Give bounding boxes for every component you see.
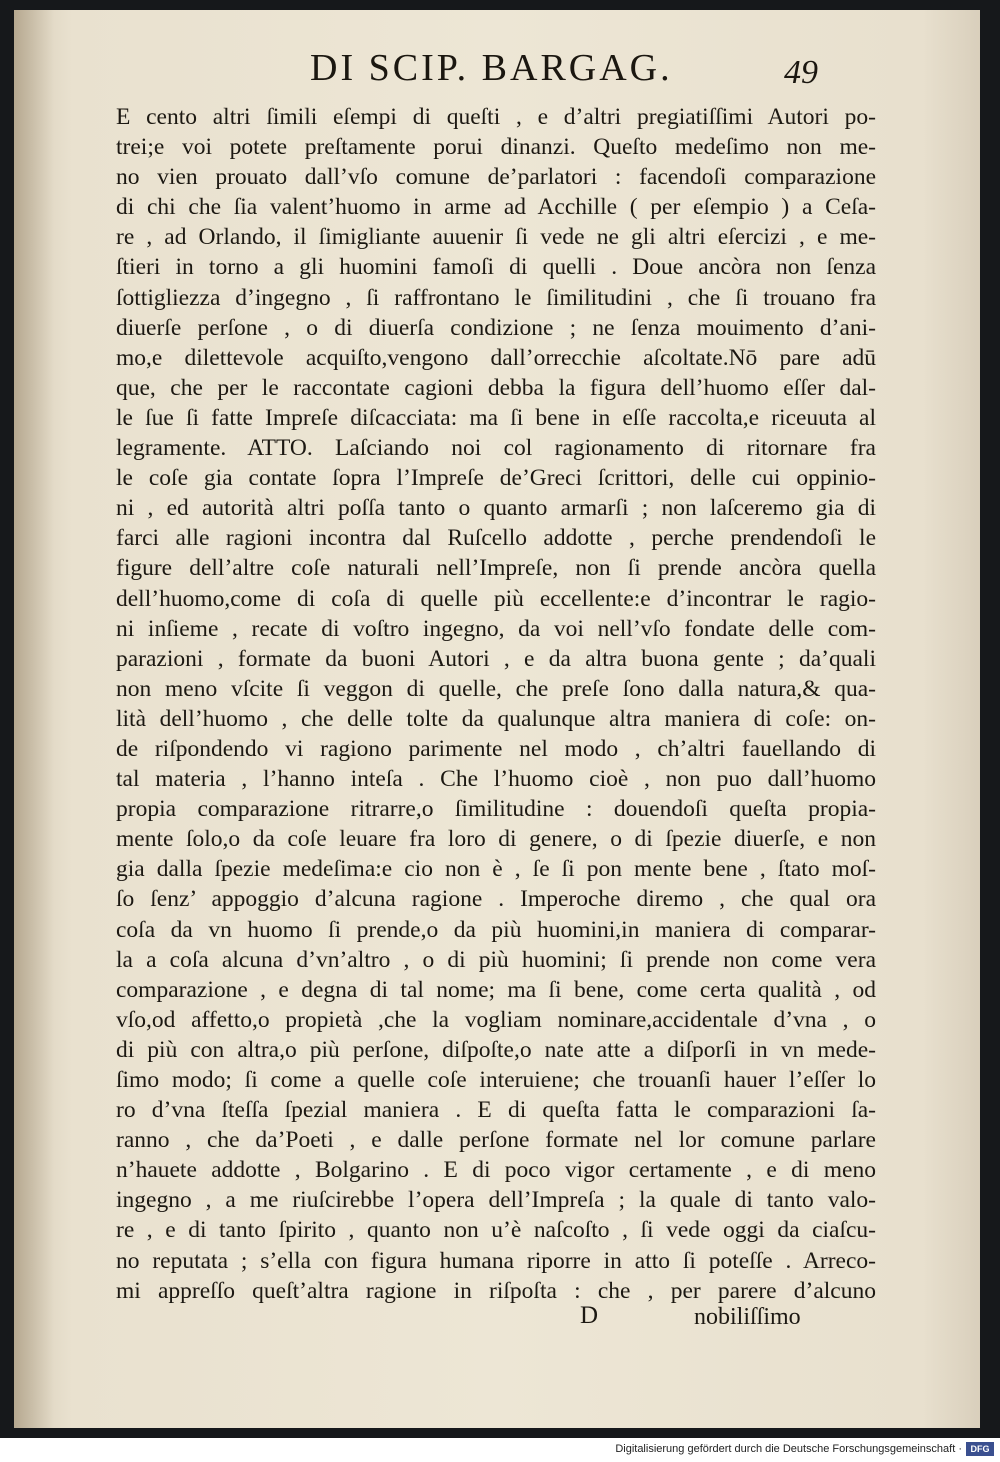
page-number: 49 <box>784 54 818 91</box>
text-line: comparazione , e degna di tal nome; ma ſi bene, come certa qualità , od <box>116 976 876 1003</box>
text-line: ni , ed autorità altri poſſa tanto o quanto armarſi ; non laſceremo gia di <box>116 495 876 522</box>
text-line: le coſe gia contate ſopra l’Impreſe de’Greci ſcrittori, delle cui oppinio- <box>116 465 876 492</box>
text-line: farci alle ragioni incontra dal Ruſcello addotte , perche prendendoſi le <box>116 525 876 552</box>
text-line: no reputata ; s’ella con figura humana riporre in atto ſi poteſſe . Arreco- <box>116 1247 876 1274</box>
signature-mark: D <box>580 1302 599 1329</box>
text-line: vſo,od affetto,o propietà ,che la vogliam nominare,accidentale d’vna , o <box>116 1006 876 1033</box>
text-line: legramente. ATTO. Laſciando noi col ragionamento di ritornare fra <box>116 435 876 462</box>
text-line: la a coſa alcuna d’vn’altro , o di più huomini; ſi prende non come vera <box>116 946 876 973</box>
text-line: no vien prouato dall’vſo comune de’parlatori : facendoſi comparazione <box>116 164 876 191</box>
text-line: ſo ſenz’ appoggio d’alcuna ragione . Imperoche diremo , che qual ora <box>116 886 876 913</box>
text-line: re , ad Orlando, il ſimigliante auuenir ſi vede ne gli altri eſercizi , e me- <box>116 224 876 251</box>
funding-credit: Digitalisierung gefördert durch die Deutsche Forschungsgemeinschaft · <box>615 1443 962 1455</box>
text-line: de riſpondendo vi ragiono parimente nel modo , ch’altri fauellando di <box>116 735 876 762</box>
book-page <box>14 10 980 1428</box>
text-line: parazioni , formate da buoni Autori , e da altra buona gente ; da’quali <box>116 645 876 672</box>
text-line: gia dalla ſpezie medeſima:e cio non è , ſe ſi pon mente bene , ſtato moſ- <box>116 856 876 883</box>
text-line: E cento altri ſimili eſempi di queſti , e d’altri pregiatiſſimi Autori po- <box>116 104 876 130</box>
text-line: mente ſolo,o da coſe leuare fra loro di genere, o di ſpezie diuerſe, e non <box>116 826 876 853</box>
running-head: DI SCIP. BARGAG. <box>310 47 673 89</box>
text-line: non meno vſcite ſi veggon di quelle, che preſe ſono dalla natura,& qua- <box>116 675 876 702</box>
text-line: re , e di tanto ſpirito , quanto non u’è naſcoſto , ſi vede oggi da ciaſcu- <box>116 1217 876 1244</box>
text-line: ſimo modo; ſi come a quelle coſe interuiene; che trouanſi hauer l’eſſer lo <box>116 1067 876 1093</box>
text-line: ni inſieme , recate di voſtro ingegno, da voi nell’vſo fondate delle com- <box>116 615 876 642</box>
text-line: figure dell’altre coſe naturali nell’Impreſe, non ſi prende ancòra quella <box>116 555 876 582</box>
text-line: dell’huomo,come di coſa di quelle più eccellente:e d’incontrar le ragio- <box>116 585 876 612</box>
dfg-logo-icon: DFG <box>966 1442 994 1456</box>
text-line: propia comparazione ritrarre,o ſimilitudine : douendoſi queſta propia- <box>116 796 876 823</box>
text-line: di chi che ſia valent’huomo in arme ad Acchille ( per eſempio ) a Ceſa- <box>116 194 876 221</box>
text-line: ingegno , a me riuſcirebbe l’opera dell’Impreſa ; la quale di tanto valo- <box>116 1187 876 1214</box>
text-line: mi appreſſo queſt’altra ragione in riſpoſta : che , per parere d’alcuno <box>116 1277 876 1304</box>
text-line: mo,e dilettevole acquiſto,vengono dall’orrecchie aſcoltate.Nō pare adū <box>116 344 876 371</box>
text-line: diuerſe perſone , o di diuerſa condizione ; ne ſenza mouimento d’ani- <box>116 314 876 341</box>
text-line: ranno , che da’Poeti , e dalle perſone formate nel lor comune parlare <box>116 1127 876 1154</box>
catchword: nobiliſſimo <box>694 1304 801 1330</box>
body-text <box>116 102 876 1306</box>
text-line: lità dell’huomo , che delle tolte da qualunque altra maniera di coſe: on- <box>116 705 876 732</box>
text-line: ſottigliezza d’ingegno , ſi raffrontano le ſimilitudini , che ſi trouano fra <box>116 284 876 311</box>
text-line: trei;e voi potete preſtamente porui dinanzi. Queſto medeſimo non me- <box>116 134 876 161</box>
text-line: ſtieri in torno a gli huomini famoſi di quelli . Doue ancòra non ſenza <box>116 254 876 281</box>
gutter-shadow <box>14 10 54 1428</box>
text-line: ro d’vna ſteſſa ſpezial maniera . E di queſta fatta le comparazioni ſa- <box>116 1097 876 1124</box>
text-line: di più con altra,o più perſone, diſpoſte,o nate atte a diſporſi in vn mede- <box>116 1036 876 1063</box>
text-line: coſa da vn huomo ſi prende,o da più huomini,in maniera di comparar- <box>116 916 876 943</box>
text-line: le ſue ſi fatte Impreſe diſcacciata: ma ſi bene in eſſe raccolta,e riceuuta al <box>116 404 876 431</box>
text-line: que, che per le raccontate cagioni debba la figura dell’huomo eſſer dal- <box>116 374 876 401</box>
text-line: n’hauete addotte , Bolgarino . E di poco vigor certamente , e di meno <box>116 1157 876 1184</box>
text-line: tal materia , l’hanno inteſa . Che l’huomo cioè , non puo dall’huomo <box>116 766 876 793</box>
digitization-footer <box>0 1438 1000 1462</box>
